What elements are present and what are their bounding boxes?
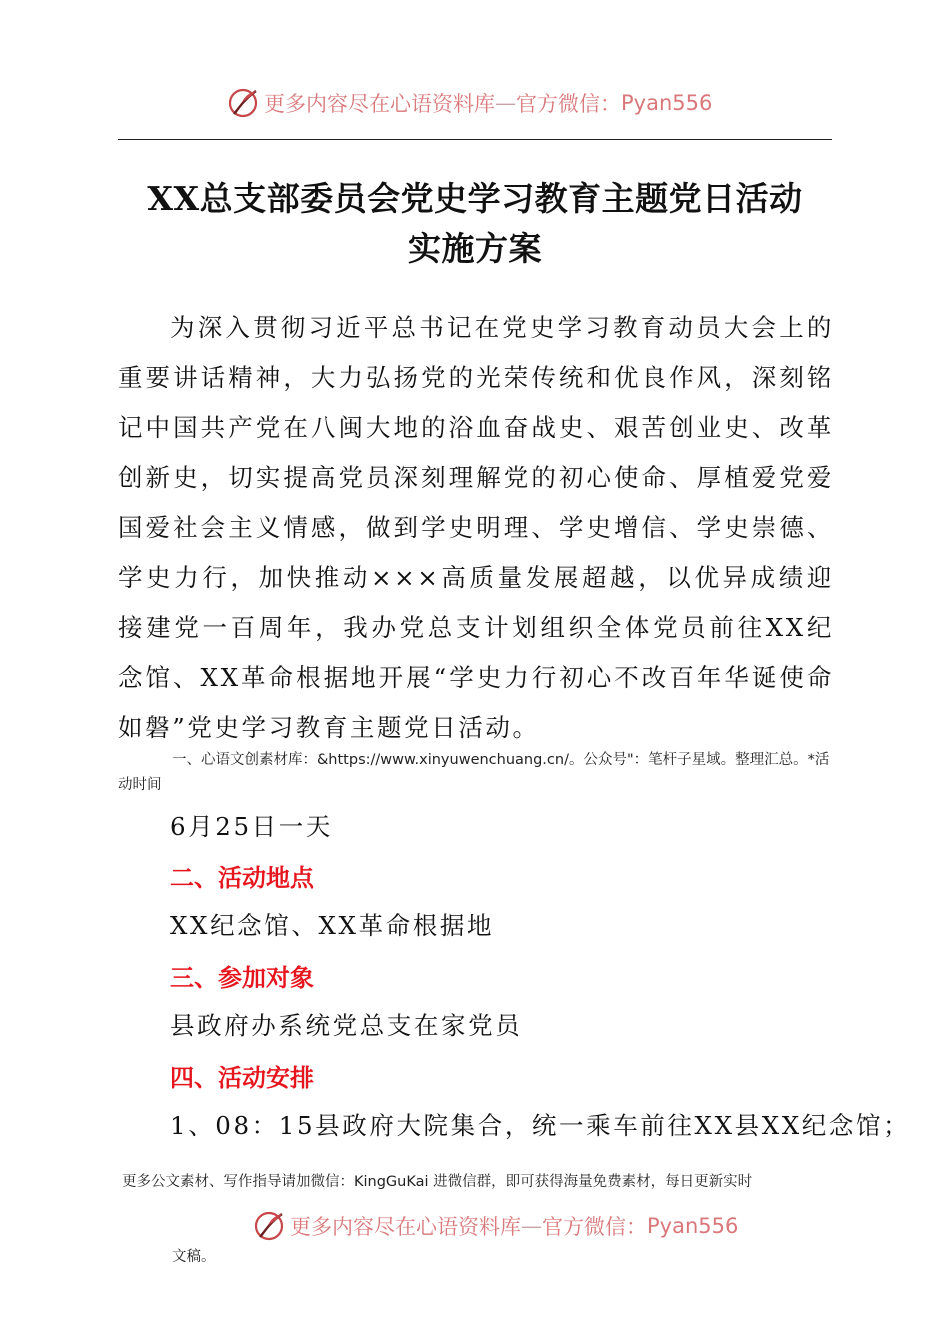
activity-location-value: XX纪念馆、XX革命根据地 <box>170 911 495 940</box>
watermark-dash: — <box>521 1214 542 1238</box>
participants-value: 县政府办系统党总支在家党员 <box>170 1011 523 1040</box>
header-divider <box>118 139 832 140</box>
section-heading-location: 二、活动地点 <box>170 864 314 892</box>
watermark-text: 更多内容尽在心语资料库 <box>264 92 495 116</box>
watermark-text: 更多内容尽在心语资料库 <box>290 1215 521 1239</box>
quill-pen-logo-icon <box>226 86 260 120</box>
schedule-item-1: 1、08：15县政府大院集合，统一乘车前往XX县XX纪念馆； <box>170 1111 911 1140</box>
document-title <box>118 174 832 274</box>
watermark-wechat-label: 官方微信： <box>542 1215 647 1239</box>
quill-pen-logo-icon <box>252 1209 286 1243</box>
footer-note: 更多公文素材、写作指导请加微信：KingGuKai 进微信群，即可获得海量免费素材，每日更新实时 <box>122 1174 753 1190</box>
watermark-wechat-id: Pyan556 <box>647 1214 739 1238</box>
header-watermark <box>226 86 712 120</box>
source-note: 一、心语文创素材库：&https://www.xinyuwenchuang.cn/。公众号"：笔杆子星域。整理汇总。*活动时间 <box>118 752 830 793</box>
footer-note-tail: 文稿。 <box>172 1249 216 1265</box>
activity-time-value: 6月25日一天 <box>170 812 333 841</box>
section-heading-participants: 三、参加对象 <box>170 964 314 992</box>
watermark-wechat-id: Pyan556 <box>621 91 713 115</box>
watermark-dash: — <box>495 91 516 115</box>
title-line-2: 实施方案 <box>408 229 542 268</box>
title-line-1: XX总支部委员会党史学习教育主题党日活动 <box>147 179 803 218</box>
section-heading-schedule: 四、活动安排 <box>170 1064 314 1092</box>
footer-watermark <box>252 1209 738 1243</box>
intro-paragraph: 为深入贯彻习近平总书记在党史学习教育动员大会上的重要讲话精神，大力弘扬党的光荣传统和优良作风，深刻铭记中国共产党在八闽大地的浴血奋战史、艰苦创业史、改革创新史，切实提高党员深刻理解党的初心使命、厚植爱党爱国爱社会主义情感，做到学史明理、学史增信、学史崇德、学史力行，加快推动×××高质量发展超越，以优异成绩迎接建党一百周年，我办党总支计划组织全体党员前往XX纪念馆、XX革命根据地开展“学史力行初心不改百年华诞使命如磐”党史学习教育主题党日活动。 <box>118 313 834 742</box>
watermark-wechat-label: 官方微信： <box>516 92 621 116</box>
